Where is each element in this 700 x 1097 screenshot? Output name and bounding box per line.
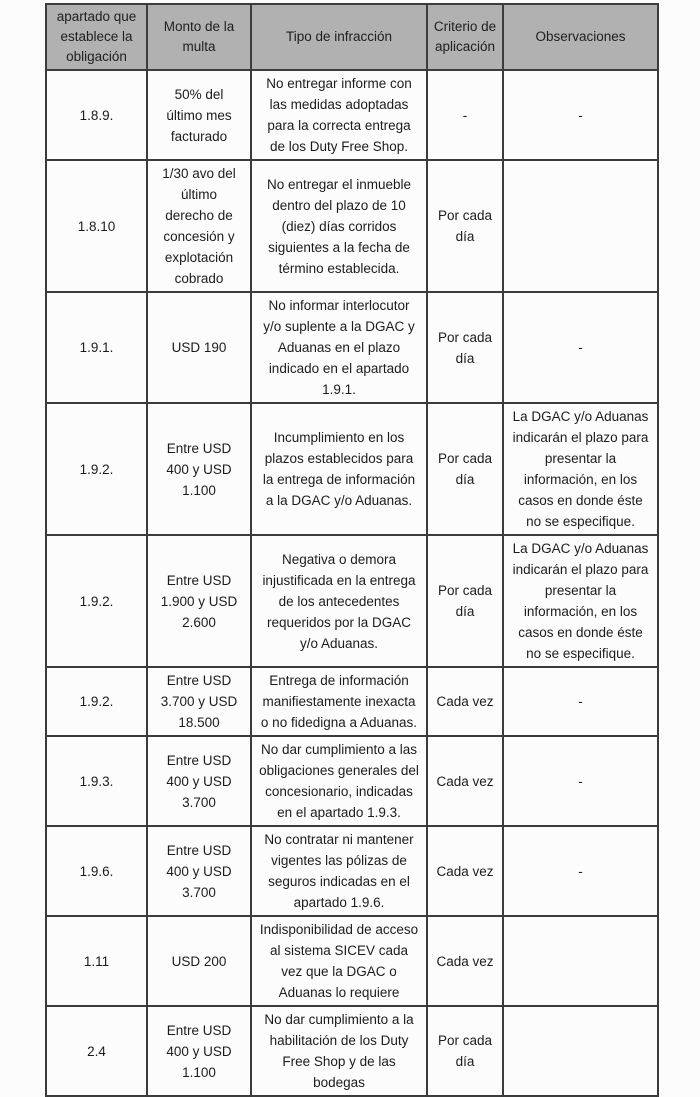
cell-observaciones: - (503, 826, 658, 916)
cell-criterio: Por cada día (427, 403, 503, 535)
table-row (46, 160, 658, 292)
cell-monto: Entre USD 400 y USD 3.700 (147, 736, 251, 826)
cell-infraccion: Entrega de información manifiestamente inexacta o no fidedigna a Aduanas. (251, 667, 427, 736)
header-row (46, 4, 658, 70)
column-header-infraccion: Tipo de infracción (251, 4, 427, 70)
cell-infraccion: No entregar informe con las medidas adoptadas para la correcta entrega de los Duty Free Shop. (251, 70, 427, 160)
cell-criterio: Por cada día (427, 535, 503, 667)
cell-observaciones: La DGAC y/o Aduanas indicarán el plazo para presentar la información, en los casos en donde éste no se especifique. (503, 535, 658, 667)
cell-monto: USD 190 (147, 292, 251, 403)
cell-criterio: Por cada día (427, 160, 503, 292)
column-header-apartado: apartado que establece la obligación (46, 4, 147, 70)
cell-criterio: Cada vez (427, 667, 503, 736)
table-body (46, 70, 658, 1096)
cell-apartado: 1.11 (46, 916, 147, 1006)
table-row (46, 1006, 658, 1096)
cell-monto: 50% del último mes facturado (147, 70, 251, 160)
cell-apartado: 1.9.2. (46, 667, 147, 736)
cell-apartado: 1.9.6. (46, 826, 147, 916)
cell-criterio: Por cada día (427, 1006, 503, 1096)
column-header-monto: Monto de la multa (147, 4, 251, 70)
table-row (46, 916, 658, 1006)
table-row (46, 736, 658, 826)
cell-infraccion: No dar cumplimiento a las obligaciones generales del concesionario, indicadas en el apartado 1.9.3. (251, 736, 427, 826)
table-header (46, 4, 658, 70)
table-row (46, 403, 658, 535)
table-row (46, 826, 658, 916)
cell-monto: 1/30 avo del último derecho de concesión y explotación cobrado (147, 160, 251, 292)
cell-apartado: 1.8.9. (46, 70, 147, 160)
table-row (46, 292, 658, 403)
cell-observaciones: - (503, 736, 658, 826)
table-row (46, 535, 658, 667)
cell-monto: Entre USD 400 y USD 1.100 (147, 1006, 251, 1096)
cell-apartado: 1.9.1. (46, 292, 147, 403)
cell-observaciones (503, 1006, 658, 1096)
table-row (46, 667, 658, 736)
cell-criterio: Cada vez (427, 736, 503, 826)
cell-infraccion: No contratar ni mantener vigentes las pólizas de seguros indicadas en el apartado 1.9.6. (251, 826, 427, 916)
cell-apartado: 2.4 (46, 1006, 147, 1096)
column-header-criterio: Criterio de aplicación (427, 4, 503, 70)
cell-monto: Entre USD 400 y USD 3.700 (147, 826, 251, 916)
cell-monto: Entre USD 1.900 y USD 2.600 (147, 535, 251, 667)
cell-observaciones: La DGAC y/o Aduanas indicarán el plazo para presentar la información, en los casos en donde éste no se especifique. (503, 403, 658, 535)
table-row (46, 70, 658, 160)
cell-apartado: 1.9.2. (46, 535, 147, 667)
cell-infraccion: No entregar el inmueble dentro del plazo de 10 (diez) días corridos siguientes a la fecha de término establecida. (251, 160, 427, 292)
column-header-observaciones: Observaciones (503, 4, 658, 70)
cell-monto: USD 200 (147, 916, 251, 1006)
cell-infraccion: No informar interlocutor y/o suplente a la DGAC y Aduanas en el plazo indicado en el apartado 1.9.1. (251, 292, 427, 403)
fines-table (45, 3, 659, 1097)
cell-observaciones (503, 916, 658, 1006)
cell-apartado: 1.9.3. (46, 736, 147, 826)
cell-monto: Entre USD 3.700 y USD 18.500 (147, 667, 251, 736)
cell-observaciones (503, 160, 658, 292)
cell-infraccion: Indisponibilidad de acceso al sistema SICEV cada vez que la DGAC o Aduanas lo requiere (251, 916, 427, 1006)
cell-observaciones: - (503, 292, 658, 403)
cell-apartado: 1.9.2. (46, 403, 147, 535)
cell-criterio: - (427, 70, 503, 160)
cell-infraccion: Negativa o demora injustificada en la entrega de los antecedentes requeridos por la DGAC y/o Aduanas. (251, 535, 427, 667)
cell-infraccion: Incumplimiento en los plazos establecidos para la entrega de información a la DGAC y/o Aduanas. (251, 403, 427, 535)
cell-infraccion: No dar cumplimiento a la habilitación de los Duty Free Shop y de las bodegas (251, 1006, 427, 1096)
cell-observaciones: - (503, 70, 658, 160)
cell-monto: Entre USD 400 y USD 1.100 (147, 403, 251, 535)
cell-apartado: 1.8.10 (46, 160, 147, 292)
cell-observaciones: - (503, 667, 658, 736)
cell-criterio: Cada vez (427, 826, 503, 916)
cell-criterio: Por cada día (427, 292, 503, 403)
cell-criterio: Cada vez (427, 916, 503, 1006)
